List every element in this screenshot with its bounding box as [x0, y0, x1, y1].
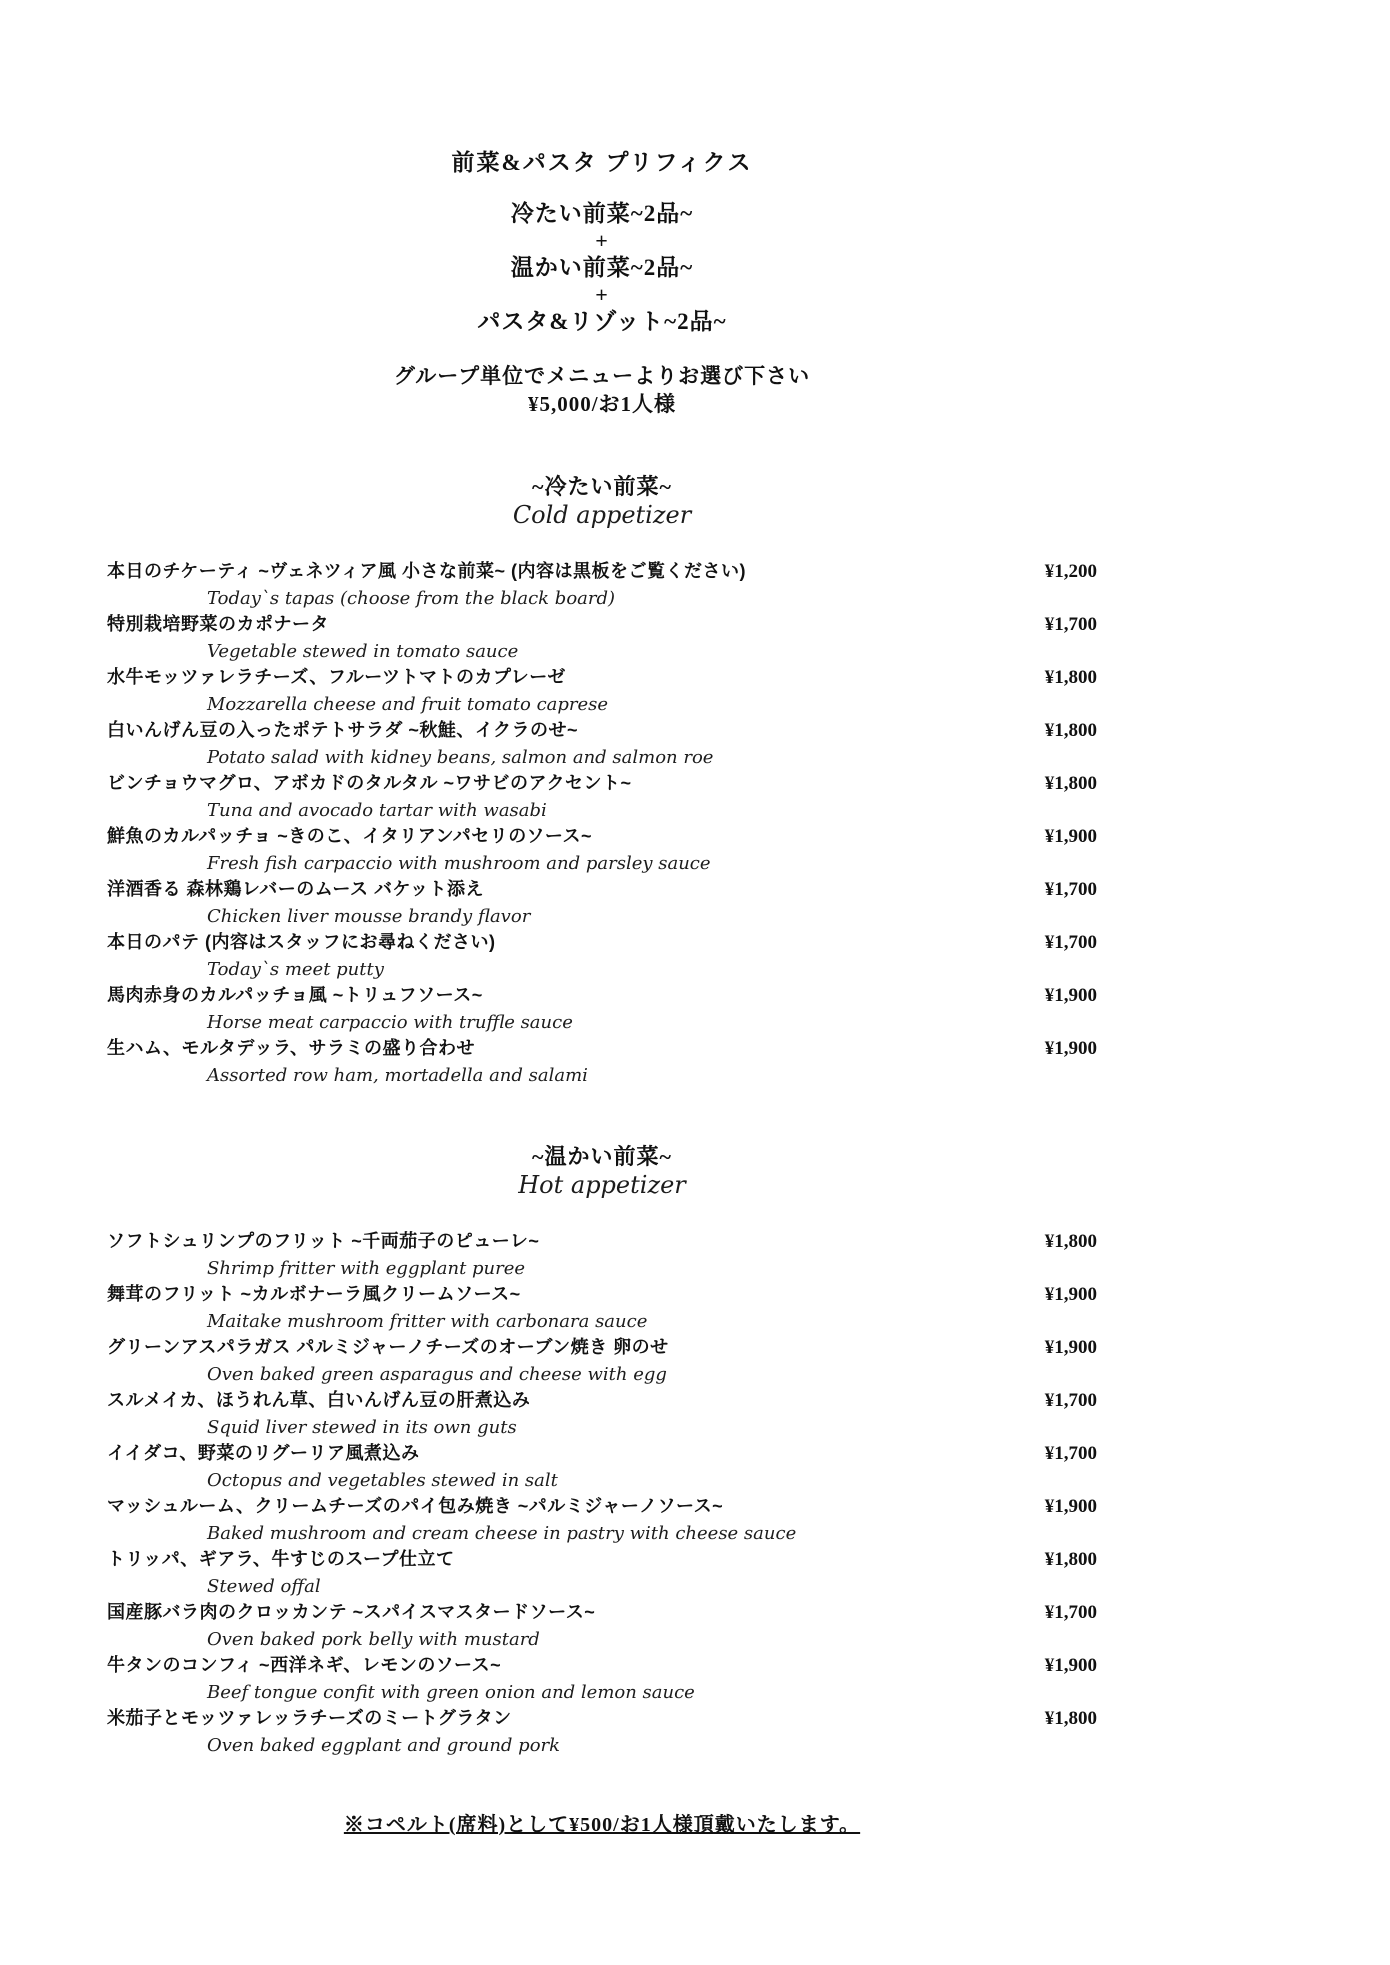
item-price: ¥1,800	[1044, 1708, 1097, 1729]
menu-title: 前菜&パスタ プリフィクス	[451, 150, 753, 175]
item-name-en: Baked mushroom and cream cheese in pastry with cheese sauce	[207, 1523, 797, 1544]
item-price: ¥1,700	[1044, 932, 1097, 953]
item-price: ¥1,700	[1044, 614, 1097, 635]
menu-item	[107, 611, 1097, 664]
section-title-en: Cold appetizer	[512, 501, 692, 529]
item-name-en: Today`s meet putty	[207, 959, 384, 980]
item-name-jp: ビンチョウマグロ、アボカドのタルタル ~ワサビのアクセント~	[107, 773, 632, 793]
item-price: ¥1,900	[1044, 985, 1097, 1006]
menu-item	[107, 1546, 1097, 1599]
menu-item	[107, 1228, 1097, 1281]
menu-item	[107, 823, 1097, 876]
item-name-jp: 米茄子とモッツァレッラチーズのミートグラタン	[107, 1708, 512, 1728]
plus-sign: +	[595, 282, 609, 307]
item-name-en: Oven baked green asparagus and cheese with egg	[207, 1364, 667, 1385]
item-price: ¥1,900	[1044, 1496, 1097, 1517]
item-price: ¥1,700	[1044, 1390, 1097, 1411]
item-name-en: Assorted row ham, mortadella and salami	[207, 1065, 588, 1086]
hot-appetizer-list	[107, 1228, 1097, 1758]
menu-item	[107, 770, 1097, 823]
section-header-cold	[107, 474, 1097, 530]
menu-page	[107, 0, 1097, 1837]
menu-item	[107, 1035, 1097, 1088]
item-name-jp: トリッパ、ギアラ、牛すじのスープ仕立て	[107, 1549, 455, 1569]
item-name-en: Beef tongue confit with green onion and lemon sauce	[207, 1682, 695, 1703]
combo-line-pasta: パスタ&リゾット~2品~	[477, 309, 727, 334]
item-price: ¥1,700	[1044, 1443, 1097, 1464]
item-name-en: Today`s tapas (choose from the black board)	[207, 588, 616, 609]
item-price: ¥1,700	[1044, 879, 1097, 900]
item-name-jp: 本日のパテ (内容はスタッフにお尋ねください)	[107, 932, 496, 952]
menu-item	[107, 1599, 1097, 1652]
menu-item	[107, 558, 1097, 611]
menu-item	[107, 876, 1097, 929]
item-name-en: Tuna and avocado tartar with wasabi	[207, 800, 547, 821]
menu-item	[107, 1705, 1097, 1758]
prefix-combo-block	[107, 200, 1097, 336]
item-price: ¥1,900	[1044, 1284, 1097, 1305]
menu-item	[107, 1440, 1097, 1493]
item-name-en: Stewed offal	[207, 1576, 321, 1597]
item-name-en: Squid liver stewed in its own guts	[207, 1417, 517, 1438]
menu-item	[107, 982, 1097, 1035]
item-name-en: Shrimp fritter with eggplant puree	[207, 1258, 526, 1279]
menu-item	[107, 664, 1097, 717]
item-name-jp: 牛タンのコンフィ ~西洋ネギ、レモンのソース~	[107, 1655, 502, 1675]
item-name-jp: イイダコ、野菜のリグーリア風煮込み	[107, 1443, 420, 1463]
item-name-en: Maitake mushroom fritter with carbonara sauce	[207, 1311, 648, 1332]
item-price: ¥1,900	[1044, 826, 1097, 847]
section-title-jp: ~温かい前菜~	[532, 1144, 672, 1169]
item-name-en: Oven baked eggplant and ground pork	[207, 1735, 561, 1756]
item-price: ¥1,900	[1044, 1337, 1097, 1358]
item-name-en: Horse meat carpaccio with truffle sauce	[207, 1012, 573, 1033]
ordering-note-price: ¥5,000/お1人様	[527, 392, 677, 416]
item-name-en: Mozzarella cheese and fruit tomato caprese	[207, 694, 609, 715]
item-name-jp: スルメイカ、ほうれん草、白いんげん豆の肝煮込み	[107, 1390, 531, 1410]
cold-appetizer-list	[107, 558, 1097, 1088]
item-name-jp: 鮮魚のカルパッチョ ~きのこ、イタリアンパセリのソース~	[107, 826, 592, 846]
plus-sign: +	[595, 228, 609, 253]
menu-item	[107, 1493, 1097, 1546]
item-name-jp: 洋酒香る 森林鶏レバーのムース バケット添え	[107, 879, 485, 899]
menu-item	[107, 1334, 1097, 1387]
item-name-jp: ソフトシュリンプのフリット ~千両茄子のピューレ~	[107, 1231, 540, 1251]
menu-item	[107, 929, 1097, 982]
menu-item	[107, 1652, 1097, 1705]
item-price: ¥1,900	[1044, 1655, 1097, 1676]
menu-item	[107, 1387, 1097, 1440]
item-name-jp: 生ハム、モルタデッラ、サラミの盛り合わせ	[107, 1038, 476, 1058]
item-name-en: Chicken liver mousse brandy flavor	[207, 906, 531, 927]
menu-item	[107, 717, 1097, 770]
item-name-en: Octopus and vegetables stewed in salt	[207, 1470, 558, 1491]
item-name-jp: 国産豚バラ肉のクロッカンテ ~スパイスマスタードソース~	[107, 1602, 596, 1622]
ordering-note-line1: グループ単位でメニューよりお選び下さい	[393, 364, 811, 388]
ordering-note	[107, 362, 1097, 418]
combo-line-hot: 温かい前菜~2品~	[510, 255, 694, 280]
item-name-jp: グリーンアスパラガス パルミジャーノチーズのオーブン焼き 卵のせ	[107, 1337, 669, 1357]
item-name-jp: 白いんげん豆の入ったポテトサラダ ~秋鮭、イクラのせ~	[107, 720, 578, 740]
item-price: ¥1,800	[1044, 1549, 1097, 1570]
section-title-jp: ~冷たい前菜~	[532, 474, 672, 499]
item-price: ¥1,800	[1044, 1231, 1097, 1252]
item-name-en: Vegetable stewed in tomato sauce	[207, 641, 519, 662]
section-title-en: Hot appetizer	[518, 1171, 686, 1199]
item-name-jp: 水牛モッツァレラチーズ、フルーツトマトのカプレーゼ	[107, 667, 566, 687]
item-price: ¥1,700	[1044, 1602, 1097, 1623]
cover-charge-note: ※コペルト(席料)として¥500/お1人様頂戴いたします。	[343, 1814, 861, 1836]
item-price: ¥1,900	[1044, 1038, 1097, 1059]
item-name-jp: マッシュルーム、クリームチーズのパイ包み焼き ~パルミジャーノソース~	[107, 1496, 724, 1516]
menu-item	[107, 1281, 1097, 1334]
item-name-jp: 本日のチケーティ ~ヴェネツィア風 小さな前菜~ (内容は黒板をご覧ください)	[107, 561, 747, 581]
item-price: ¥1,800	[1044, 773, 1097, 794]
item-price: ¥1,200	[1044, 561, 1097, 582]
item-name-jp: 馬肉赤身のカルパッチョ風 ~トリュフソース~	[107, 985, 483, 1005]
item-name-en: Oven baked pork belly with mustard	[207, 1629, 540, 1650]
section-header-hot	[107, 1144, 1097, 1200]
item-name-en: Fresh fish carpaccio with mushroom and parsley sauce	[207, 853, 711, 874]
item-name-jp: 特別栽培野菜のカポナータ	[107, 614, 329, 634]
combo-line-cold: 冷たい前菜~2品~	[510, 201, 694, 226]
item-price: ¥1,800	[1044, 667, 1097, 688]
item-name-en: Potato salad with kidney beans, salmon and salmon roe	[207, 747, 714, 768]
item-name-jp: 舞茸のフリット ~カルボナーラ風クリームソース~	[107, 1284, 521, 1304]
item-price: ¥1,800	[1044, 720, 1097, 741]
